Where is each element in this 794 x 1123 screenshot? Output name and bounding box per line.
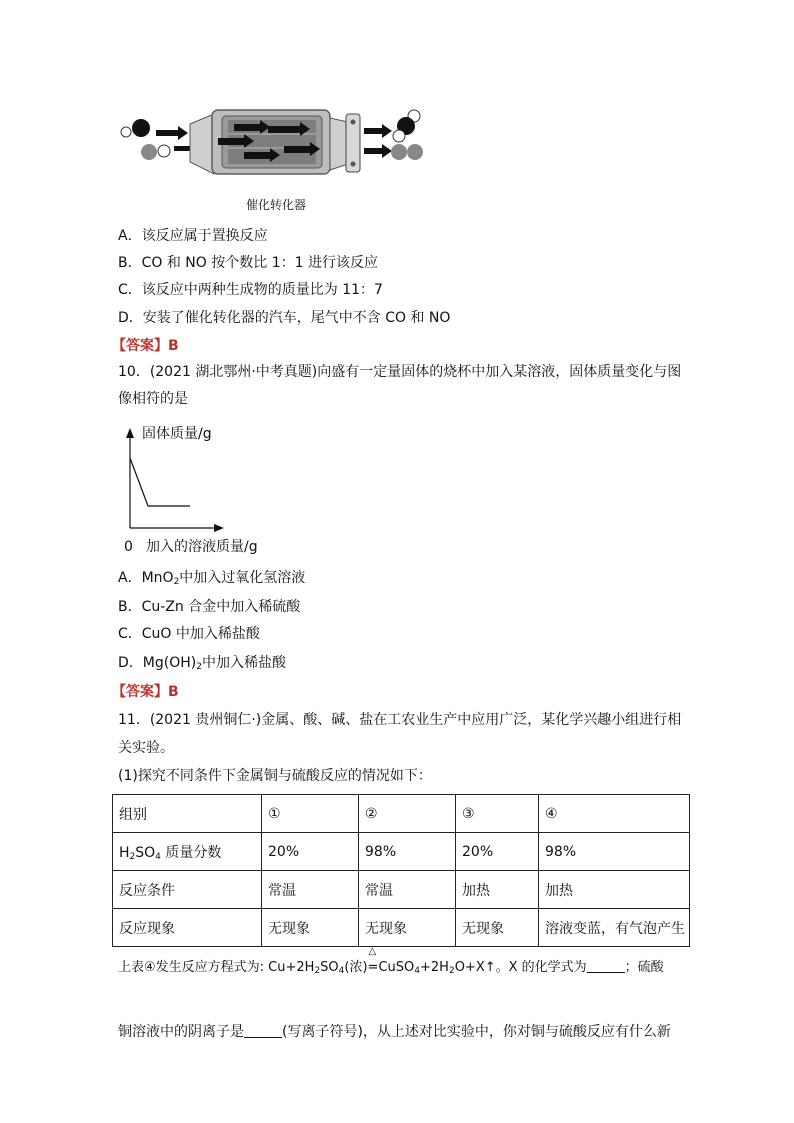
heating-condition-symbol: △ = xyxy=(367,946,379,975)
table-cell: 98% xyxy=(539,833,690,871)
graph-y-arrow xyxy=(126,428,134,438)
molecule-n2-b xyxy=(407,144,423,160)
table-cell: $H_2SO_4$ 质量分数 xyxy=(113,833,262,871)
table-cell: 组别 xyxy=(113,795,262,833)
q10-option-a: A．MnO$_2$中加入过氧化氢溶液 xyxy=(118,570,306,587)
graph-x-arrow xyxy=(214,524,224,532)
table-cell: ② xyxy=(359,795,456,833)
q11-stem-line-1: 11．(2021 贵州铜仁·)金属、酸、碱、盐在工农业生产中应用广泛，某化学兴趣小组进行相 xyxy=(118,712,682,728)
reaction-equation-line: 上表④发生反应方程式为: $Cu+2H_2SO_4$(浓) △ $=CuSO_4+2H_2O+X↑$。X 的化学式为 ；硫酸 xyxy=(118,946,664,976)
table-cell: 无现象 xyxy=(359,909,456,947)
table-row xyxy=(113,833,690,871)
graph-x-label: 加入的溶液质量/g xyxy=(146,539,258,555)
table-cell: 20% xyxy=(262,833,359,871)
q9-option-d: D．安装了催化转化器的汽车，尾气中不含 CO 和 NO xyxy=(118,310,451,326)
q11-stem-line-2: 关实验。 xyxy=(118,740,174,756)
molecule-o-small xyxy=(121,127,131,137)
q9-option-a: A．该反应属于置换反应 xyxy=(118,228,268,244)
table-cell: 加热 xyxy=(456,871,539,909)
q10-option-b: B．Cu-Zn 合金中加入稀硫酸 xyxy=(118,599,301,615)
formula-mg-oh-2: $Mg(OH)_2$ xyxy=(142,655,202,672)
table-cell: 溶液变蓝，有气泡产生 xyxy=(539,909,690,947)
table-cell: ① xyxy=(262,795,359,833)
table-row xyxy=(113,795,690,833)
table-cell: 98% xyxy=(359,833,456,871)
q9-option-c: C．该反应中两种生成物的质量比为 11：7 xyxy=(118,282,383,298)
table-cell: 反应现象 xyxy=(113,909,262,947)
table-row xyxy=(113,871,690,909)
catalytic-converter-illustration xyxy=(118,96,438,192)
formula-mno2: MnO$_2$ xyxy=(141,570,180,587)
molecule-white-a xyxy=(158,145,170,157)
molecule-n2-a xyxy=(391,144,407,160)
table-cell: ④ xyxy=(539,795,690,833)
molecule-black xyxy=(132,119,150,137)
anion-question-line: 铜溶液中的阴离子是 (写离子符号)，从上述对比实验中，你对铜与硫酸反应有什么新 xyxy=(118,1024,671,1040)
q10-stem-line-1: 10．(2021 湖北鄂州·中考真题)向盛有一定量固体的烧杯中加入某溶液，固体质量变化与图 xyxy=(118,364,682,380)
table-row xyxy=(113,909,690,947)
table-cell: 20% xyxy=(456,833,539,871)
q10-stem-line-2: 像相符的是 xyxy=(118,391,188,407)
table-cell: 常温 xyxy=(359,871,456,909)
table-cell: 无现象 xyxy=(456,909,539,947)
table-cell: 反应条件 xyxy=(113,871,262,909)
q9-answer: 【答案】B xyxy=(112,338,179,354)
q10-option-d: D．$Mg(OH)_2$中加入稀盐酸 xyxy=(118,655,286,672)
answer-blank-anion[interactable] xyxy=(244,1023,282,1038)
graph-y-label: 固体质量/g xyxy=(142,426,212,442)
table-cell: 无现象 xyxy=(262,909,359,947)
figure-caption: 催化转化器 xyxy=(246,198,307,212)
q10-answer: 【答案】B xyxy=(112,684,179,700)
table-cell: ③ xyxy=(456,795,539,833)
q11-sub-question-1: (1)探究不同条件下金属铜与硫酸反应的情况如下： xyxy=(118,768,432,784)
q10-option-c: C．CuO 中加入稀盐酸 xyxy=(118,626,260,642)
answer-blank-x-formula[interactable] xyxy=(587,958,625,973)
table-cell: 常温 xyxy=(262,871,359,909)
experiment-table xyxy=(112,794,690,947)
molecule-grey-a xyxy=(141,144,157,160)
graph-curve xyxy=(130,458,190,506)
molecule-co2-o-bottom xyxy=(393,130,405,142)
table-cell: 加热 xyxy=(539,871,690,909)
graph-origin: 0 xyxy=(124,539,133,555)
q9-option-b: B．CO 和 NO 按个数比 1：1 进行该反应 xyxy=(118,255,378,271)
